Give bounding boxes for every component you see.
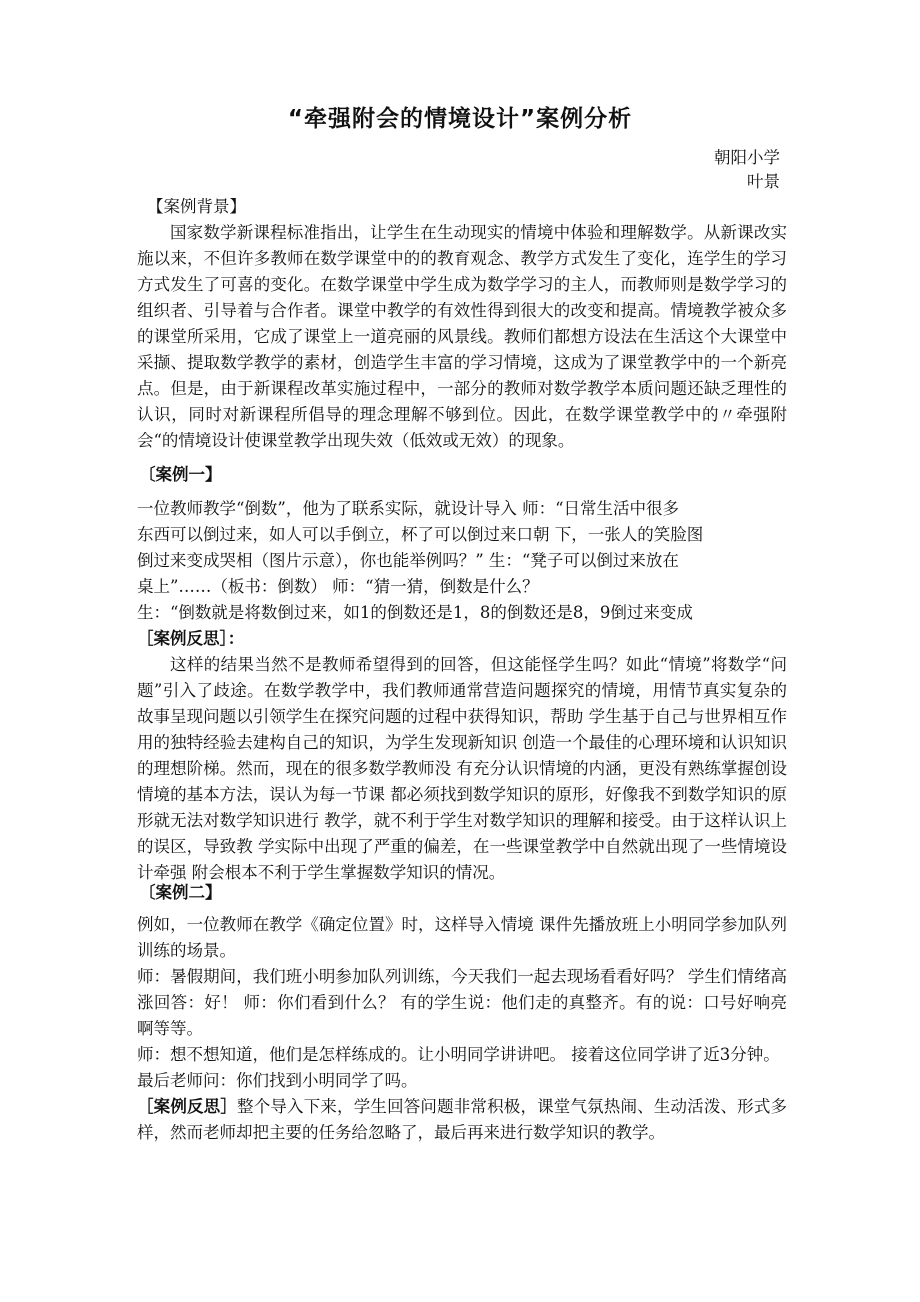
author-name: 叶景 xyxy=(747,172,780,191)
background-heading: 【案例背景】 xyxy=(147,197,246,216)
case1-reflection: 这样的结果当然不是教师希望得到的回答，但这能怪学生吗？如此“情境”将数学“问题”引入了歧途。在数学教学中，我们教师通常营造问题探究的情境，用情节真实复杂的故事呈现问题以引领学生在探究问题的过程中获得知识，帮助 学生基于自己与世界相互作用的独特经验去建构自己的知识，为学生发现新知识 创造一个最佳的心理环境和认识知识的理想阶梯。然而，现在的很多数学教师没 有充分认识情境的内涵，更没有熟练掌握创设情境的基本方法，误认为每一节课 都必须找到数学知识的原形，好像我不到数学知识的原形就无法对数学知识进行 教学，就不利于学生对数学知识的理解和接受。由于这样认识上的误区，导致教 学实际中出现了严重的偏差，在一些课堂教学中自然就出现了一些情境设计牵强 附会根本不利于学生掌握数学知识的情况。 xyxy=(137,655,787,882)
case1-heading: 〔案例一】 xyxy=(139,465,222,484)
case2-dialog-3: 最后老师问：你们找到小明同学了吗。 xyxy=(137,1071,418,1090)
background-section xyxy=(137,194,787,454)
case2-dialog-2: 师：想不想知道，他们是怎样练成的。让小明同学讲讲吧。 接着这位同学讲了近3分钟。 xyxy=(137,1045,780,1064)
case2-heading: 〔案例二】 xyxy=(139,883,222,902)
author-block xyxy=(714,146,780,194)
case1-section xyxy=(137,462,787,886)
case2-section xyxy=(137,880,787,1146)
case2-reflection-heading: ［案例反思］ xyxy=(137,1097,238,1116)
case2-dialog-1: 师：暑假期间，我们班小明参加队列训练，今天我们一起去现场看看好吗？ 学生们情绪高涨回答：好！ 师：你们看到什么？ 有的学生说：他们走的真整齐。有的说：口号好响亮啊等等。 xyxy=(137,967,787,1038)
case2-intro: 例如，一位教师在教学《确定位置》时，这样导入情境 课件先播放班上小明同学参加队列训练的场景。 xyxy=(137,915,787,960)
case1-dialog: 一位教师教学“倒数”，他为了联系实际，就设计导入 师：“日常生活中很多 东西可以倒过来，如人可以手倒立，杯了可以倒过来口朝 下，一张人的笑脸图 倒过来变成哭相（图片示意），你也能举例吗？” 生：“凳子可以倒过来放在 桌上”……（板书：倒数） 师：“猜一猜，倒数是什么？ 生：“倒数就是将数倒过来，如1的倒数还是1，8的倒数还是8，9倒过来变成 xyxy=(137,499,704,622)
case1-reflection-heading: ［案例反思］： xyxy=(137,629,245,648)
case2-reflection-paragraph xyxy=(137,1094,787,1146)
school-name: 朝阳小学 xyxy=(714,148,780,167)
case2-reflection: 整个导入下来，学生回答问题非常积极，课堂气氛热闹、生动活泼、形式多样，然而老师却把主要的任务给忽略了，最后再来进行数学知识的教学。 xyxy=(137,1097,788,1142)
document-title: “牵强附会的情境设计”案例分析 xyxy=(287,106,633,132)
background-text: 国家数学新课程标准指出，让学生在生动现实的情境中体验和理解数学。从新课改实施以来，不但许多教师在数学课堂中的的教育观念、教学方式发生了变化，连学生的学习方式发生了可喜的变化。在数学课堂中学生成为数学学习的主人，而教师则是数学学习的组织者、引导着与合作者。课堂中教学的有效性得到很大的改变和提高。情境教学被众多的课堂所采用，它成了课堂上一道亮丽的风景线。教师们都想方设法在生活这个大课堂中采撷、提取数学教学的素材，创造学生丰富的学习情境，这成为了课堂教学中的一个新亮点。但是，由于新课程改革实施过程中，一部分的教师对数学教学本质问题还缺乏理性的认识，同时对新课程所倡导的理念理解不够到位。因此，在数学课堂教学中的〃牵强附会“的情境设计使课堂教学出现失效（低效或无效）的现象。 xyxy=(137,223,787,450)
